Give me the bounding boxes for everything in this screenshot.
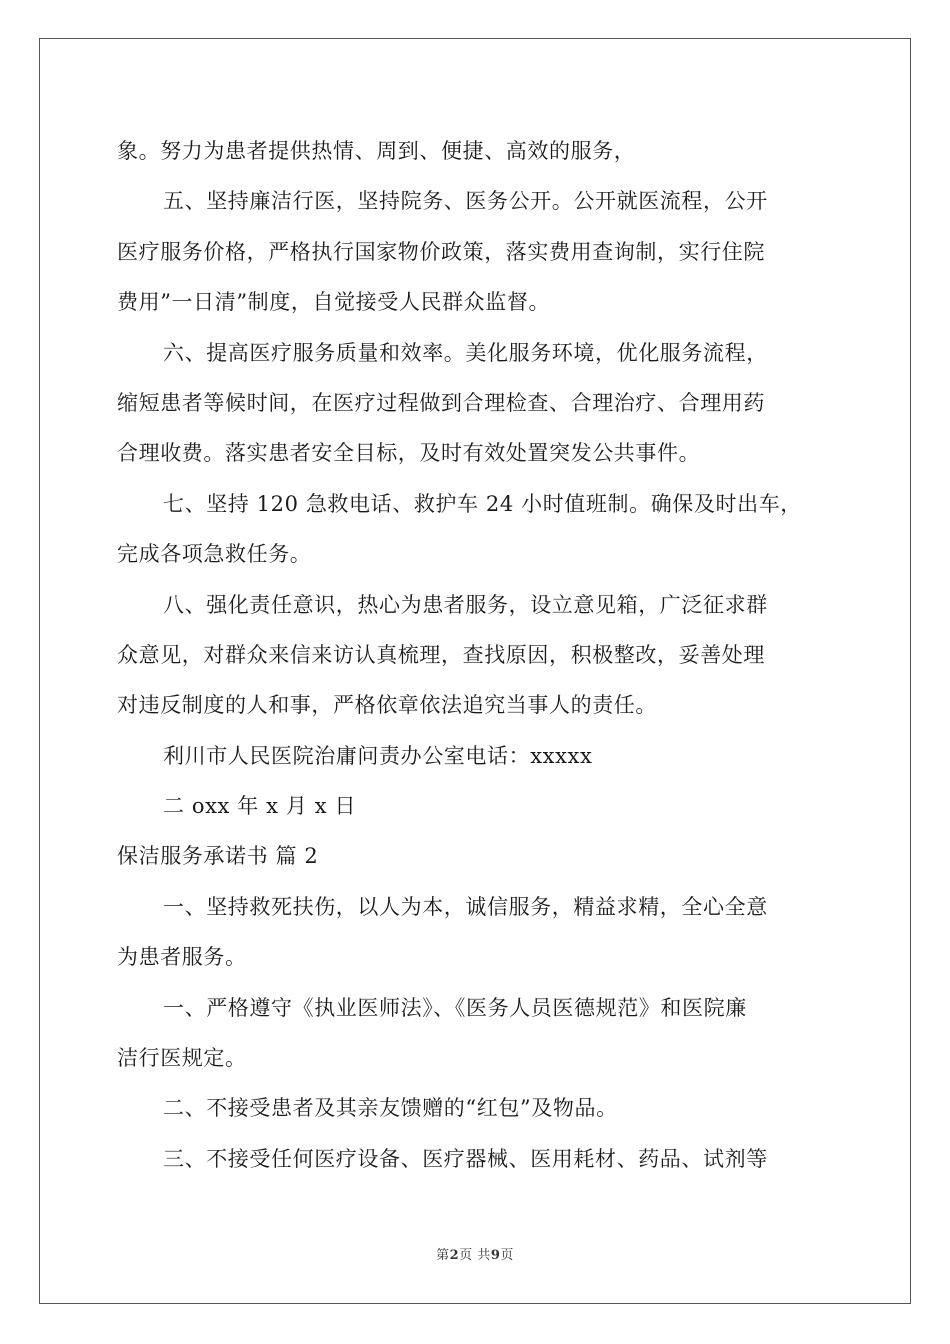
page-total: 9 — [490, 1248, 501, 1263]
text-line: 八、强化责任意识，热心为患者服务，设立意见箱，广泛征求群 — [163, 592, 768, 617]
text-line: 缩短患者等候时间，在医疗过程做到合理检查、合理治疗、合理用药 — [117, 390, 765, 415]
text-line: 三、不接受任何医疗设备、医疗器械、医用耗材、药品、试剂等 — [163, 1146, 768, 1171]
text-line: 象。努力为患者提供热情、周到、便捷、高效的服务， — [117, 139, 636, 163]
text-line: 完成各项急救任务。 — [117, 542, 312, 567]
text-line: 医疗服务价格，严格执行国家物价政策，落实费用查询制，实行住院 — [117, 239, 765, 264]
text-line: 为患者服务。 — [117, 945, 247, 970]
text-line: 二、不接受患者及其亲友馈赠的“红包”及物品。 — [163, 1096, 618, 1121]
page-footer — [0, 1244, 950, 1263]
text-line: 一、坚持救死扶伤，以人为本，诚信服务，精益求精，全心全意 — [163, 894, 768, 919]
text-line: 费用”一日清”制度，自觉接受人民群众监督。 — [117, 290, 551, 315]
text-line: 利川市人民医院治庸问责办公室电话：xxxxx — [163, 743, 593, 768]
document-body — [117, 126, 857, 1184]
page-suffix: 页 — [500, 1248, 514, 1263]
text-line: 合理收费。落实患者安全目标，及时有效处置突发公共事件。 — [117, 441, 701, 466]
page-prefix: 第 — [436, 1248, 450, 1263]
text-line: 六、提高医疗服务质量和效率。美化服务环境，优化服务流程， — [163, 340, 768, 365]
text-line: 众意见，对群众来信来访认真梳理，查找原因，积极整改，妥善处理 — [117, 642, 765, 667]
text-line: 洁行医规定。 — [117, 1046, 247, 1071]
text-line: 二 oxx 年 x 月 x 日 — [163, 794, 357, 819]
text-line: 一、严格遵守《执业医师法》、《医务人员医德规范》和医院廉 — [163, 995, 747, 1020]
text-line: 对违反制度的人和事，严格依章依法追究当事人的责任。 — [117, 693, 657, 718]
page-mid: 页 共 — [459, 1248, 491, 1263]
text-line: 七、坚持 120 急救电话、救护车 24 小时值班制。确保及时出车， — [163, 491, 802, 516]
text-line: 五、坚持廉洁行医，坚持院务、医务公开。公开就医流程，公开 — [163, 189, 768, 214]
page-current: 2 — [449, 1248, 460, 1263]
text-line: 保洁服务承诺书 篇 2 — [117, 844, 319, 869]
